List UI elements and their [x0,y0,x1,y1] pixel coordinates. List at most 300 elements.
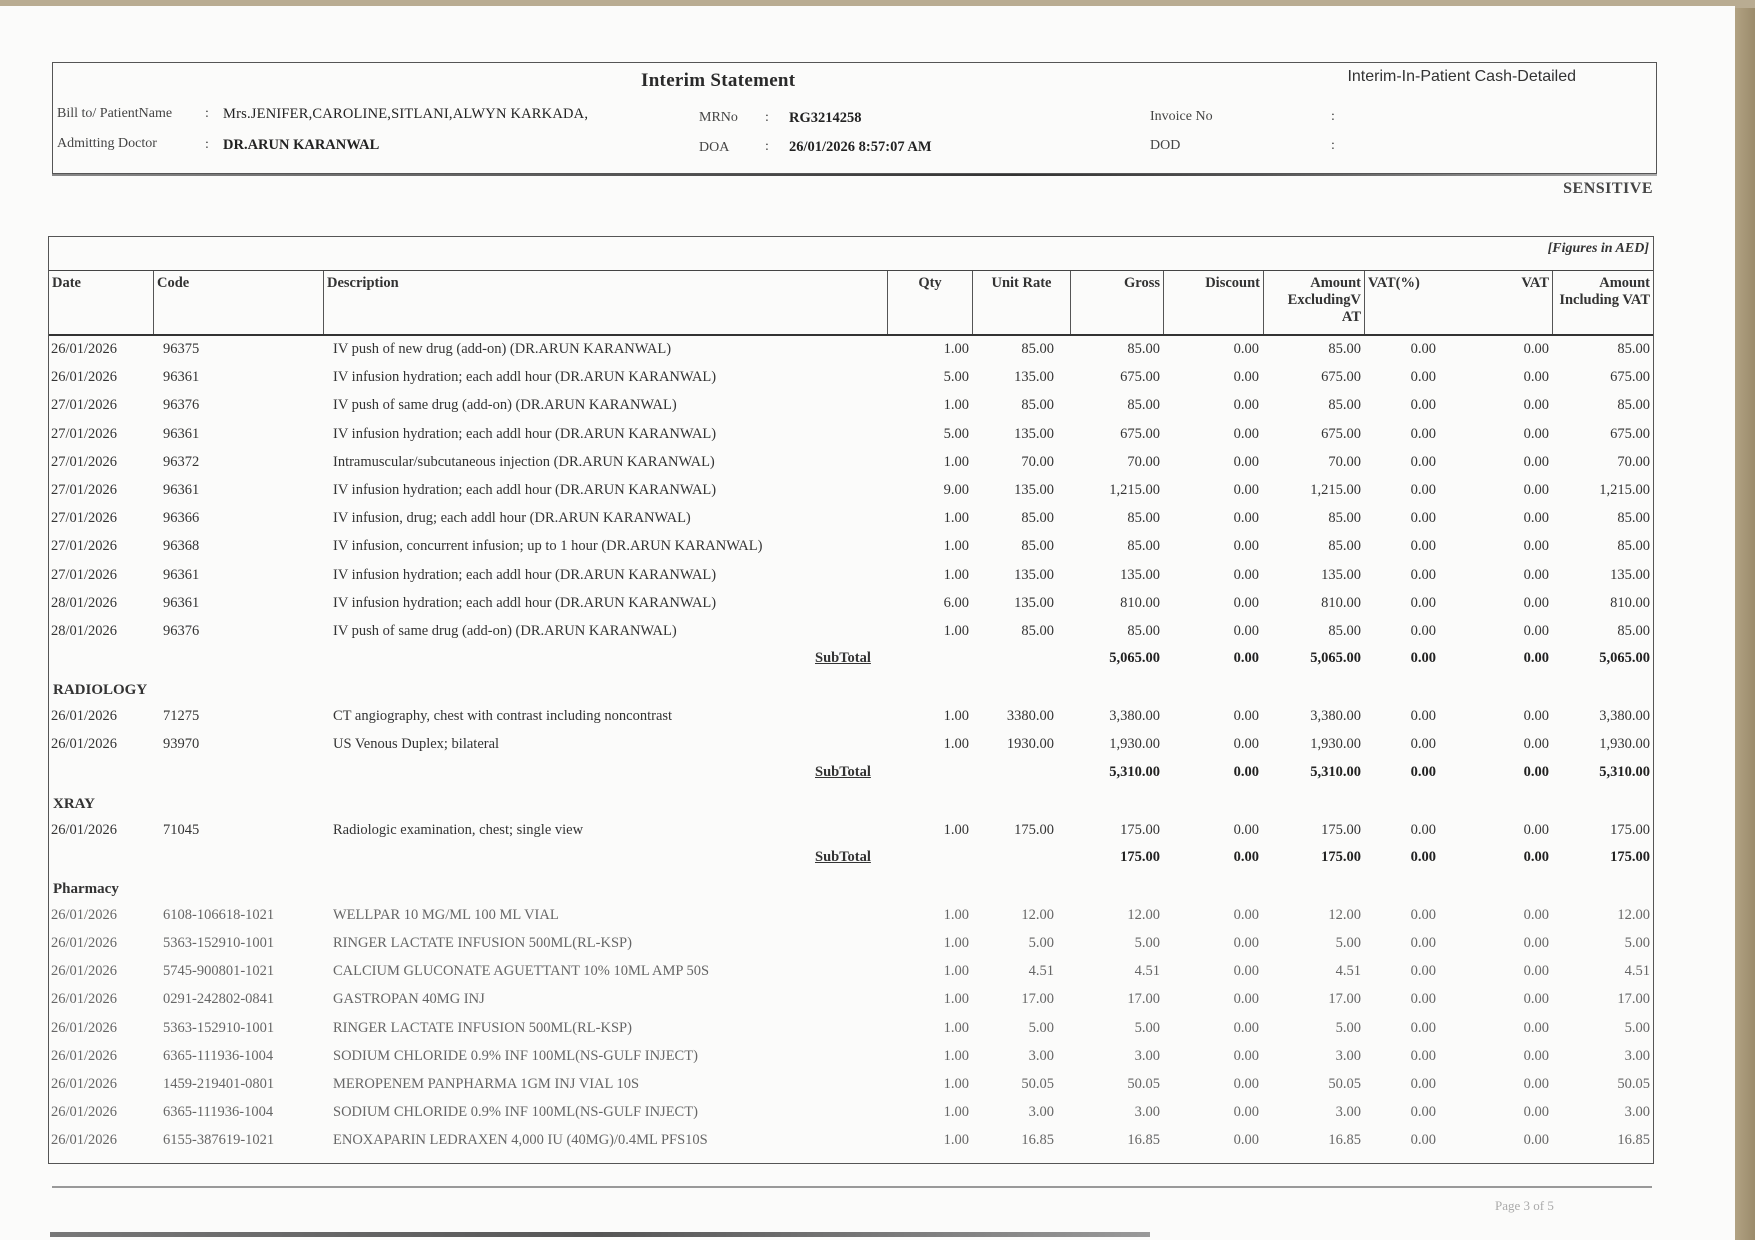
cell-qty: 6.00 [943,594,969,611]
cell-unit-rate: 175.00 [1014,821,1054,838]
cell-description: IV infusion hydration; each addl hour (DR.ARUN KARANWAL) [333,482,717,498]
cell-unit-rate: 17.00 [1021,991,1054,1008]
section-heading: Pharmacy [53,880,119,897]
cell-code: 1459-219401-0801 [163,1076,275,1092]
table-row [49,426,1653,454]
doa-label: DOA [699,140,730,155]
cell-qty: 1.00 [943,341,969,357]
cell-unit-rate: 135.00 [1014,425,1054,442]
mrno-colon: : [765,110,769,125]
cell-qty: 1.00 [943,1076,969,1092]
admitting-doctor-colon: : [205,137,209,152]
cell-description: IV infusion, drug; each addl hour (DR.ARUN KARANWAL) [333,510,691,527]
header-divider [52,174,1657,176]
cell-code: 6108-106618-1021 [163,906,275,923]
invoice-no-colon: : [1331,109,1335,124]
cell-description: IV push of same drug (add-on) (DR.ARUN KARANWAL) [333,397,677,414]
cell-description: IV push of new drug (add-on) (DR.ARUN KARANWAL) [333,341,672,357]
cell-discount: 0.00 [1233,482,1259,498]
statement-type: Interim-In-Patient Cash-Detailed [1347,68,1576,85]
cell-description: SODIUM CHLORIDE 0.9% INF 100ML(NS-GULF INJECT) [333,1104,698,1121]
cell-vat-pct: 0.00 [1410,991,1436,1008]
cell-amount-incl-vat: 3.00 [1624,1047,1650,1064]
cell-description: RINGER LACTATE INFUSION 500ML(RL-KSP) [333,935,632,951]
cell-vat: 0.00 [1523,906,1549,923]
table-row [49,454,1653,482]
cell-amount-excl-vat: 1,930.00 [1310,736,1361,753]
subtotal-discount: 0.00 [1233,848,1259,865]
cell-date: 28/01/2026 [51,623,118,639]
cell-vat-pct: 0.00 [1410,341,1436,357]
cell-vat: 0.00 [1523,623,1549,639]
cell-amount-incl-vat: 5.00 [1624,935,1650,951]
cell-qty: 1.00 [943,963,969,980]
cell-unit-rate: 4.51 [1028,963,1054,980]
cell-amount-excl-vat: 12.00 [1328,906,1361,923]
cell-date: 26/01/2026 [51,369,118,386]
cell-vat: 0.00 [1523,736,1549,753]
cell-date: 26/01/2026 [51,906,118,923]
cell-vat-pct: 0.00 [1410,906,1436,923]
cell-vat-pct: 0.00 [1410,1076,1436,1092]
cell-code: 5363-152910-1001 [163,1019,275,1036]
subtotal-amount-incl-vat: 5,065.00 [1599,650,1650,667]
cell-date: 26/01/2026 [51,991,118,1008]
cell-date: 26/01/2026 [51,1104,118,1121]
subtotal-amount-excl-vat: 5,310.00 [1310,763,1361,780]
statement-title: Interim Statement [641,70,796,91]
table-row [49,341,1653,369]
cell-date: 26/01/2026 [51,1047,118,1064]
amount-incl-line2: Including VAT [1559,292,1650,308]
cell-amount-excl-vat: 675.00 [1321,425,1361,442]
cell-vat: 0.00 [1523,538,1549,555]
cell-unit-rate: 1930.00 [1006,736,1054,753]
cell-vat: 0.00 [1523,821,1549,838]
cell-discount: 0.00 [1233,991,1259,1008]
cell-code: 96361 [163,369,200,386]
cell-qty: 1.00 [943,991,969,1008]
cell-description: IV infusion hydration; each addl hour (DR.ARUN KARANWAL) [333,425,717,442]
cell-description: IV infusion hydration; each addl hour (DR.ARUN KARANWAL) [333,369,717,386]
cell-description: CT angiography, chest with contrast including noncontrast [333,708,673,725]
cell-qty: 5.00 [943,425,969,442]
cell-gross: 675.00 [1120,369,1160,386]
table-row [49,482,1653,510]
col-header-discount: Discount [1163,271,1263,334]
subtotal-vat: 0.00 [1523,650,1549,667]
cell-amount-incl-vat: 810.00 [1610,594,1650,611]
cell-date: 26/01/2026 [51,821,118,838]
cell-amount-incl-vat: 12.00 [1617,906,1650,923]
cell-discount: 0.00 [1233,1076,1259,1092]
amount-excl-line1: Amount [1310,275,1361,291]
cell-description: Radiologic examination, chest; single view [333,821,584,838]
col-header-unit-rate: Unit Rate [972,271,1070,334]
cell-gross: 3.00 [1134,1047,1160,1064]
cell-amount-incl-vat: 1,215.00 [1599,482,1650,498]
cell-code: 5363-152910-1001 [163,935,275,951]
cell-discount: 0.00 [1233,566,1259,583]
cell-vat: 0.00 [1523,1019,1549,1036]
cell-code: 6365-111936-1004 [163,1104,274,1121]
invoice-no-label: Invoice No [1150,109,1213,124]
cell-gross: 3,380.00 [1109,708,1160,725]
subtotal-discount: 0.00 [1233,763,1259,780]
cell-vat: 0.00 [1523,397,1549,414]
cell-code: 6365-111936-1004 [163,1047,274,1064]
cell-vat: 0.00 [1523,369,1549,386]
cell-qty: 1.00 [943,906,969,923]
section-heading: RADIOLOGY [53,682,148,699]
subtotal-vat-pct: 0.00 [1410,650,1436,667]
mrno-value: RG3214258 [789,110,862,126]
cell-vat: 0.00 [1523,341,1549,357]
cell-unit-rate: 50.05 [1021,1076,1054,1092]
col-header-amount-excl-vat [1263,271,1364,334]
cell-code: 93970 [163,736,200,753]
cell-discount: 0.00 [1233,594,1259,611]
cell-unit-rate: 3.00 [1028,1104,1054,1121]
cell-amount-excl-vat: 675.00 [1321,369,1361,386]
cell-vat-pct: 0.00 [1410,1047,1436,1064]
page-number: Page 3 of 5 [1495,1198,1554,1213]
table-row [49,623,1653,651]
statement-header [52,62,1657,174]
cell-gross: 1,215.00 [1109,482,1160,498]
table-row [49,963,1653,991]
doa-value: 26/01/2026 8:57:07 AM [789,139,932,155]
cell-date: 27/01/2026 [51,566,118,583]
cell-discount: 0.00 [1233,708,1259,725]
table-row [49,538,1653,566]
section-heading: XRAY [53,795,95,812]
cell-date: 26/01/2026 [51,341,118,357]
subtotal-vat-pct: 0.00 [1410,763,1436,780]
cell-vat-pct: 0.00 [1410,821,1436,838]
cell-gross: 12.00 [1127,906,1160,923]
cell-amount-incl-vat: 85.00 [1617,623,1650,639]
cell-description: ENOXAPARIN LEDRAXEN 4,000 IU (40MG)/0.4ML PFS10S [333,1132,708,1149]
amount-incl-line1: Amount [1599,275,1650,291]
cell-vat: 0.00 [1523,510,1549,527]
cell-discount: 0.00 [1233,821,1259,838]
cell-vat: 0.00 [1523,566,1549,583]
cell-vat-pct: 0.00 [1410,1104,1436,1121]
cell-amount-incl-vat: 70.00 [1617,453,1650,470]
cell-amount-incl-vat: 85.00 [1617,341,1650,357]
cell-vat-pct: 0.00 [1410,708,1436,725]
cell-amount-incl-vat: 3,380.00 [1599,708,1650,725]
cell-gross: 3.00 [1134,1104,1160,1121]
cell-amount-excl-vat: 3.00 [1335,1104,1361,1121]
cell-code: 71045 [163,821,200,838]
cell-amount-excl-vat: 85.00 [1328,397,1361,414]
cell-vat: 0.00 [1523,453,1549,470]
cell-code: 6155-387619-1021 [163,1132,275,1149]
cell-amount-incl-vat: 4.51 [1624,963,1650,980]
cell-gross: 135.00 [1120,566,1160,583]
patient-name: Mrs.JENIFER,CAROLINE,SITLANI,ALWYN KARKADA, [223,106,589,122]
cell-code: 96372 [163,453,200,470]
cell-code: 96375 [163,341,200,357]
cell-vat-pct: 0.00 [1410,453,1436,470]
cell-gross: 17.00 [1127,991,1160,1008]
subtotal-row [49,764,1653,792]
bill-to-colon: : [205,106,209,121]
col-header-date: Date [52,275,81,291]
cell-discount: 0.00 [1233,736,1259,753]
cell-description: WELLPAR 10 MG/ML 100 ML VIAL [333,906,559,923]
cell-discount: 0.00 [1233,935,1259,951]
cell-vat-pct: 0.00 [1410,510,1436,527]
cell-vat: 0.00 [1523,594,1549,611]
cell-unit-rate: 5.00 [1028,1019,1054,1036]
cell-amount-incl-vat: 675.00 [1610,369,1650,386]
cell-vat-pct: 0.00 [1410,736,1436,753]
cell-amount-incl-vat: 85.00 [1617,538,1650,555]
cell-vat-pct: 0.00 [1410,425,1436,442]
footer-divider [52,1186,1652,1188]
cell-qty: 1.00 [943,821,969,838]
cell-description: RINGER LACTATE INFUSION 500ML(RL-KSP) [333,1019,632,1036]
cell-amount-incl-vat: 85.00 [1617,397,1650,414]
cell-vat-pct: 0.00 [1410,369,1436,386]
cell-qty: 1.00 [943,453,969,470]
cell-discount: 0.00 [1233,623,1259,639]
cell-vat-pct: 0.00 [1410,594,1436,611]
cell-qty: 5.00 [943,369,969,386]
cell-description: SODIUM CHLORIDE 0.9% INF 100ML(NS-GULF INJECT) [333,1047,698,1064]
cell-code: 0291-242802-0841 [163,991,275,1008]
cell-date: 26/01/2026 [51,1132,118,1149]
cell-gross: 85.00 [1127,397,1160,414]
cell-gross: 85.00 [1127,623,1160,639]
admitting-doctor-label: Admitting Doctor [57,136,157,151]
cell-amount-excl-vat: 16.85 [1328,1132,1361,1149]
cell-vat: 0.00 [1523,935,1549,951]
mrno-label: MRNo [699,110,738,125]
cell-discount: 0.00 [1233,906,1259,923]
admitting-doctor-value: DR.ARUN KARANWAL [223,137,380,153]
subtotal-amount-incl-vat: 5,310.00 [1599,763,1650,780]
cell-date: 27/01/2026 [51,453,118,470]
cell-qty: 1.00 [943,397,969,414]
cell-date: 27/01/2026 [51,425,118,442]
table-row [49,1132,1653,1160]
cell-vat: 0.00 [1523,1104,1549,1121]
cell-amount-incl-vat: 85.00 [1617,510,1650,527]
cell-code: 96361 [163,425,200,442]
subtotal-gross: 5,065.00 [1109,650,1160,667]
cell-amount-incl-vat: 675.00 [1610,425,1650,442]
cell-discount: 0.00 [1233,963,1259,980]
cell-vat: 0.00 [1523,1047,1549,1064]
cell-amount-excl-vat: 5.00 [1335,935,1361,951]
cell-vat-pct: 0.00 [1410,935,1436,951]
cell-amount-incl-vat: 135.00 [1610,566,1650,583]
cell-discount: 0.00 [1233,1047,1259,1064]
cell-qty: 1.00 [943,566,969,583]
cell-qty: 1.00 [943,1104,969,1121]
cell-vat: 0.00 [1523,963,1549,980]
table-row [49,935,1653,963]
cell-vat-pct: 0.00 [1410,566,1436,583]
cell-discount: 0.00 [1233,538,1259,555]
cell-unit-rate: 135.00 [1014,594,1054,611]
subtotal-row [49,650,1653,678]
cell-qty: 1.00 [943,538,969,555]
cell-description: GASTROPAN 40MG INJ [333,991,485,1008]
table-row [49,1076,1653,1104]
cell-unit-rate: 135.00 [1014,369,1054,386]
cell-date: 28/01/2026 [51,594,118,611]
subtotal-vat-pct: 0.00 [1410,848,1436,865]
cell-description: Intramuscular/subcutaneous injection (DR.ARUN KARANWAL) [333,453,715,470]
cell-amount-incl-vat: 175.00 [1610,821,1650,838]
cell-date: 27/01/2026 [51,482,118,498]
subtotal-label: SubTotal [815,848,871,865]
table-row [49,822,1653,850]
cell-discount: 0.00 [1233,1104,1259,1121]
cell-description: IV infusion hydration; each addl hour (DR.ARUN KARANWAL) [333,594,717,611]
cell-gross: 675.00 [1120,425,1160,442]
subtotal-row [49,849,1653,877]
cell-vat: 0.00 [1523,708,1549,725]
subtotal-vat: 0.00 [1523,848,1549,865]
cell-date: 27/01/2026 [51,397,118,414]
dod-colon: : [1331,138,1335,153]
cell-date: 26/01/2026 [51,1076,118,1092]
cell-gross: 70.00 [1127,453,1160,470]
table-row [49,1048,1653,1076]
cell-description: IV infusion, concurrent infusion; up to 1 hour (DR.ARUN KARANWAL) [333,538,763,555]
subtotal-amount-incl-vat: 175.00 [1610,848,1650,865]
currency-note: [Figures in AED] [1547,241,1649,256]
cell-discount: 0.00 [1233,453,1259,470]
cell-vat-pct: 0.00 [1410,1132,1436,1149]
cell-amount-excl-vat: 4.51 [1335,963,1361,980]
subtotal-label: SubTotal [815,763,871,780]
cell-gross: 85.00 [1127,510,1160,527]
cell-vat: 0.00 [1523,425,1549,442]
col-header-amount-incl-vat [1552,271,1653,334]
cell-amount-excl-vat: 175.00 [1321,821,1361,838]
cell-gross: 4.51 [1134,963,1160,980]
cell-discount: 0.00 [1233,369,1259,386]
cell-date: 27/01/2026 [51,510,118,527]
table-row [49,510,1653,538]
col-header-gross: Gross [1070,271,1163,334]
subtotal-label: SubTotal [815,650,871,667]
cell-date: 26/01/2026 [51,736,118,753]
cell-amount-excl-vat: 85.00 [1328,623,1361,639]
cell-unit-rate: 5.00 [1028,935,1054,951]
col-header-qty: Qty [887,271,972,334]
cell-gross: 50.05 [1127,1076,1160,1092]
cell-amount-excl-vat: 1,215.00 [1310,482,1361,498]
table-row [49,708,1653,736]
cell-code: 96366 [163,510,200,527]
cell-vat: 0.00 [1523,1076,1549,1092]
cell-code: 96368 [163,538,200,555]
cell-unit-rate: 3.00 [1028,1047,1054,1064]
cell-code: 96376 [163,623,200,639]
cell-vat-pct: 0.00 [1410,538,1436,555]
cell-code: 96376 [163,397,200,414]
cell-qty: 1.00 [943,1047,969,1064]
table-row [49,369,1653,397]
cell-gross: 175.00 [1120,821,1160,838]
cell-qty: 1.00 [943,1019,969,1036]
cell-unit-rate: 135.00 [1014,482,1054,498]
table-row [49,1020,1653,1048]
bill-to-label: Bill to/ PatientName [57,106,173,121]
cell-discount: 0.00 [1233,510,1259,527]
cell-gross: 5.00 [1134,1019,1160,1036]
cell-date: 26/01/2026 [51,708,118,725]
cell-unit-rate: 3380.00 [1006,708,1054,725]
dod-label: DOD [1150,138,1181,153]
cell-date: 26/01/2026 [51,1019,118,1036]
col-header-vat-pct: VAT(%) [1364,271,1461,334]
cell-date: 26/01/2026 [51,963,118,980]
cell-description: CALCIUM GLUCONATE AGUETTANT 10% 10ML AMP 50S [333,963,710,980]
cell-amount-incl-vat: 5.00 [1624,1019,1650,1036]
cell-gross: 1,930.00 [1109,736,1160,753]
cell-amount-excl-vat: 17.00 [1328,991,1361,1008]
cell-amount-incl-vat: 1,930.00 [1599,736,1650,753]
subtotal-amount-excl-vat: 5,065.00 [1310,650,1361,667]
cell-date: 26/01/2026 [51,935,118,951]
cell-vat: 0.00 [1523,482,1549,498]
cell-amount-excl-vat: 5.00 [1335,1019,1361,1036]
cell-gross: 85.00 [1127,538,1160,555]
cell-qty: 1.00 [943,1132,969,1149]
cell-unit-rate: 16.85 [1021,1132,1054,1149]
amount-excl-line2: ExcludingV [1287,292,1361,308]
subtotal-vat: 0.00 [1523,763,1549,780]
charges-table [48,236,1654,1164]
cell-discount: 0.00 [1233,1019,1259,1036]
cell-unit-rate: 12.00 [1021,906,1054,923]
cell-code: 71275 [163,708,200,725]
cell-amount-incl-vat: 50.05 [1617,1076,1650,1092]
cell-vat-pct: 0.00 [1410,623,1436,639]
cell-amount-incl-vat: 3.00 [1624,1104,1650,1121]
cell-discount: 0.00 [1233,397,1259,414]
table-row [49,991,1653,1019]
cell-amount-incl-vat: 17.00 [1617,991,1650,1008]
subtotal-amount-excl-vat: 175.00 [1321,848,1361,865]
cell-amount-excl-vat: 85.00 [1328,538,1361,555]
cell-qty: 9.00 [943,482,969,498]
scan-bottom-edge [50,1232,1150,1237]
cell-amount-incl-vat: 16.85 [1617,1132,1650,1149]
cell-vat-pct: 0.00 [1410,963,1436,980]
cell-description: IV infusion hydration; each addl hour (DR.ARUN KARANWAL) [333,566,717,583]
cell-code: 96361 [163,566,200,583]
cell-unit-rate: 85.00 [1021,538,1054,555]
table-row [49,567,1653,595]
doa-colon: : [765,139,769,154]
cell-gross: 16.85 [1127,1132,1160,1149]
cell-unit-rate: 85.00 [1021,341,1054,357]
cell-gross: 5.00 [1134,935,1160,951]
cell-unit-rate: 85.00 [1021,510,1054,527]
cell-amount-excl-vat: 135.00 [1321,566,1361,583]
cell-date: 27/01/2026 [51,538,118,555]
